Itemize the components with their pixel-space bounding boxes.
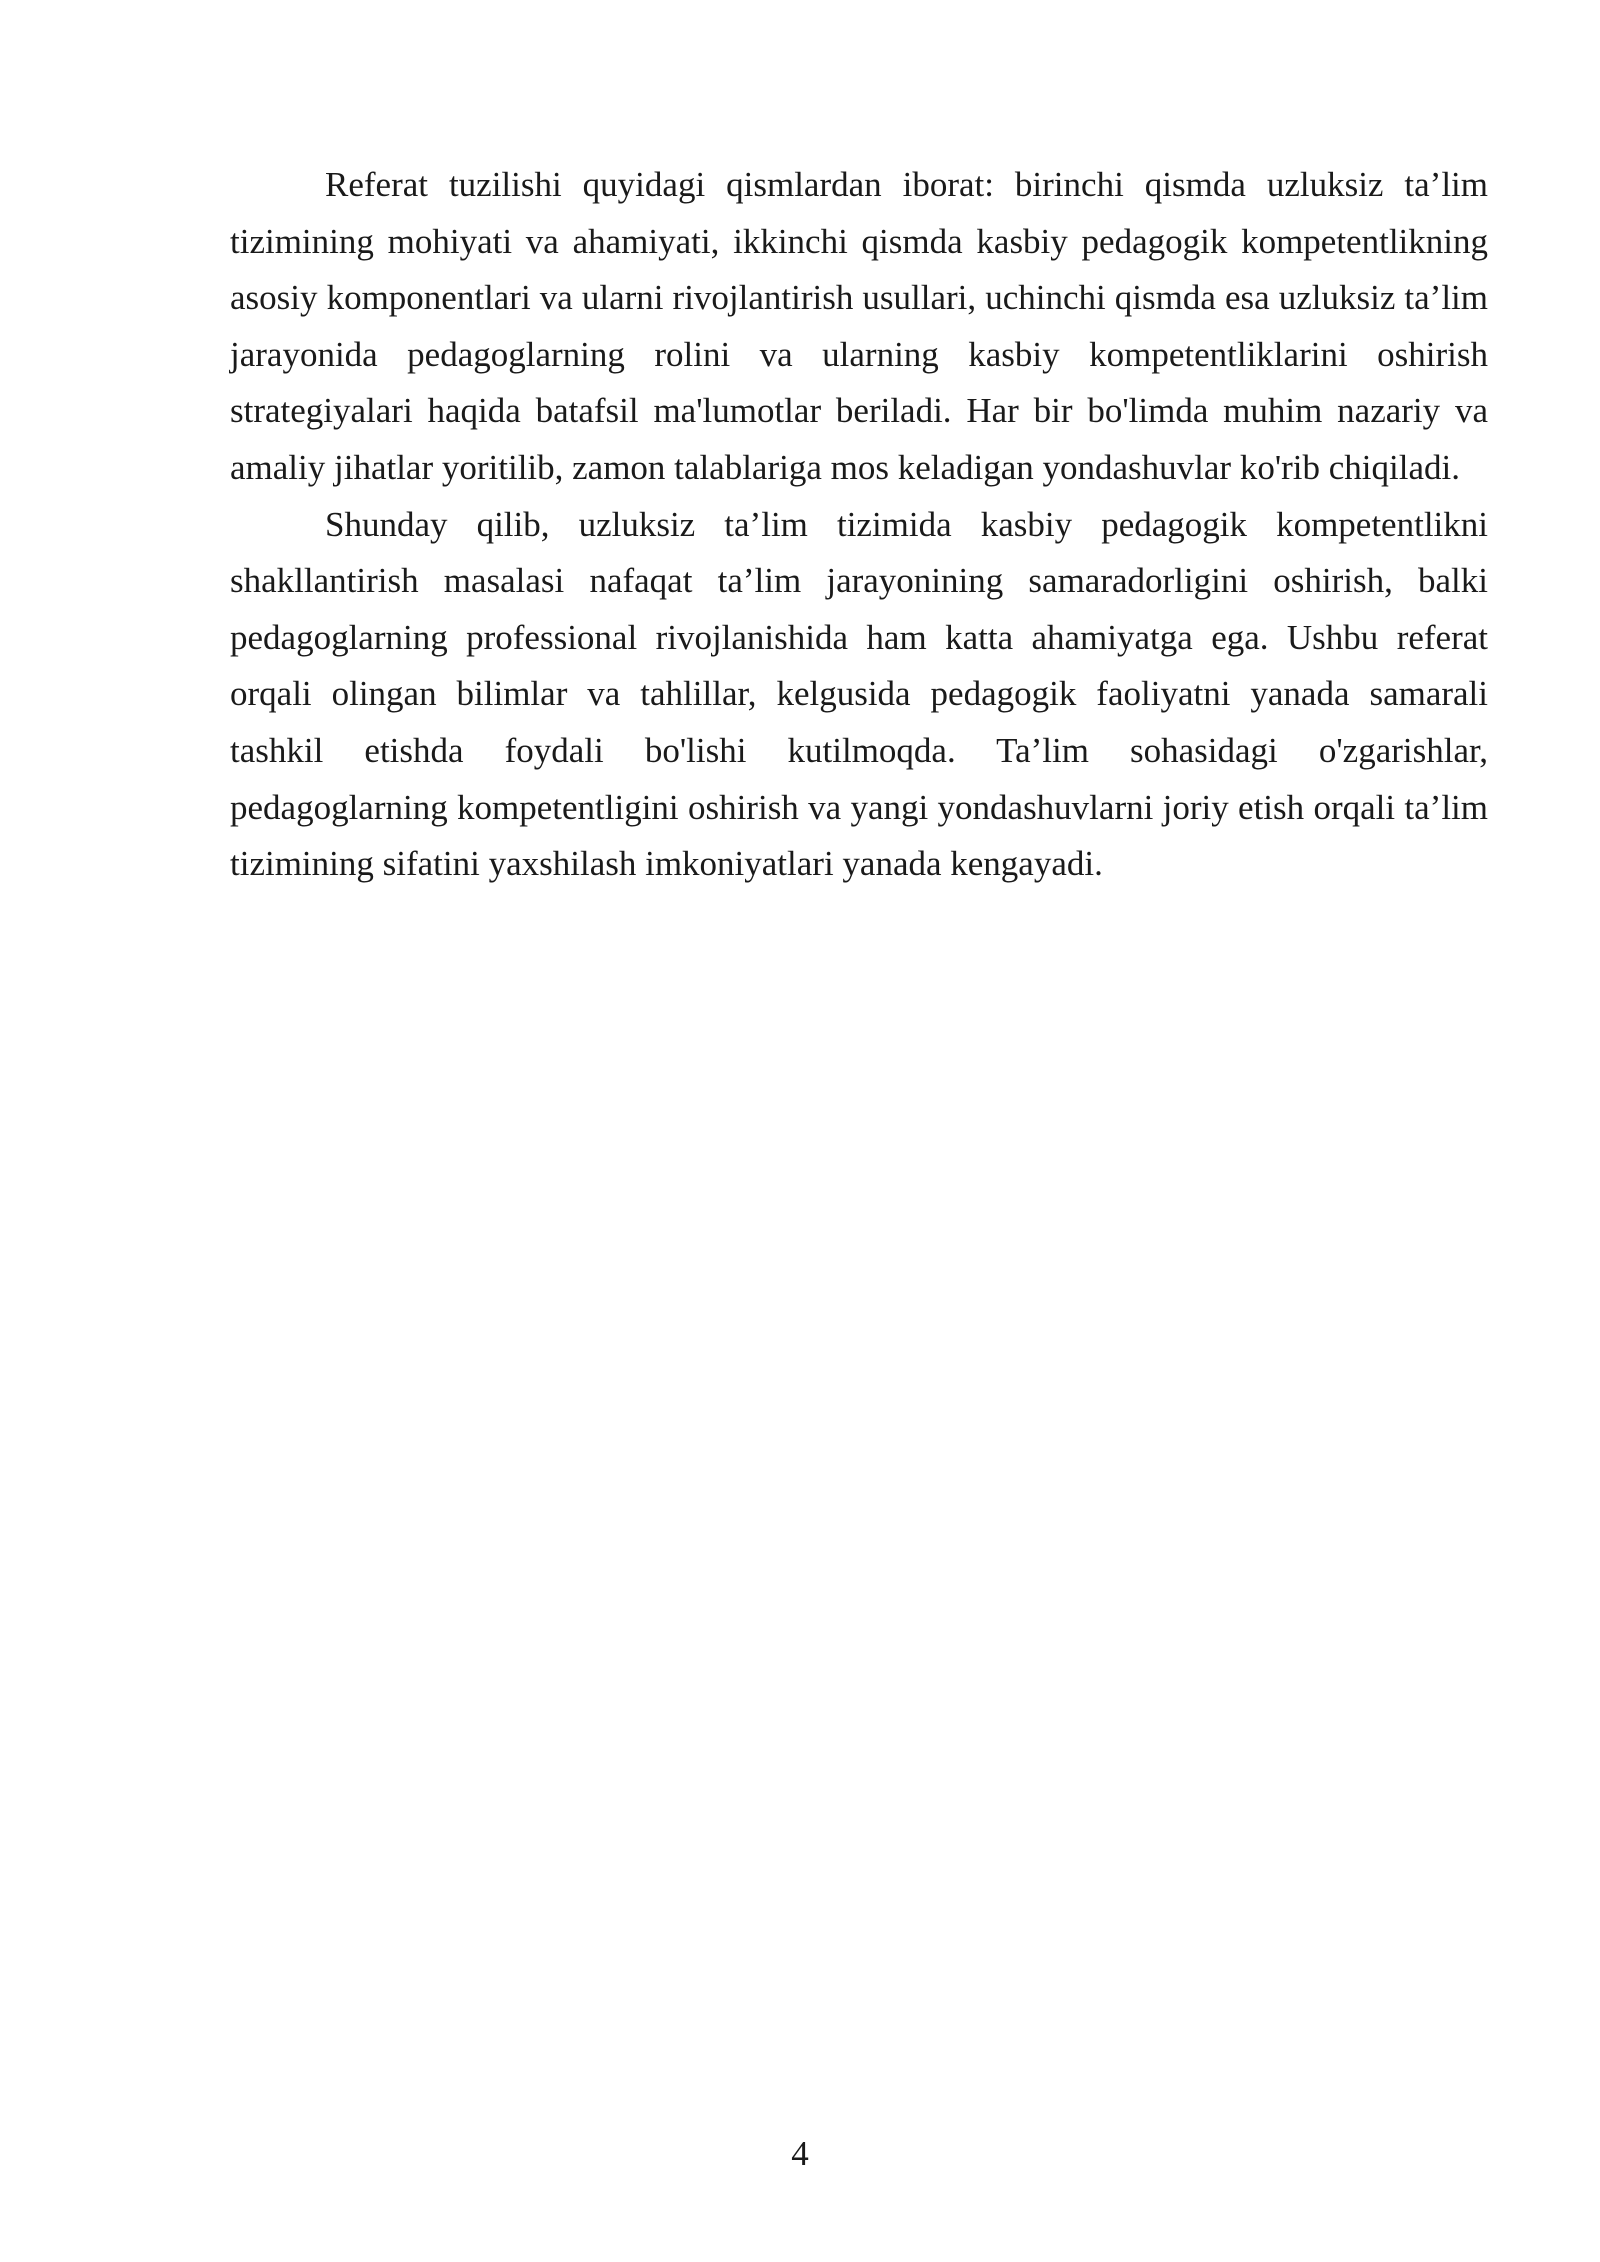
body-text: [230, 157, 1488, 893]
paragraph-conclusion: Shunday qilib, uzluksiz ta’lim tizimida kasbiy pedagogik kompetentlikni shakllantirish masalasi nafaqat ta’lim jarayonining samaradorligini oshirish, balki pedagoglarning professional rivojlanishida ham katta ahamiyatga ega. Ushbu referat orqali olingan bilimlar va tahlillar, kelgusida pedagogik faoliyatni yanada samarali tashkil etishda foydali bo'lishi kutilmoqda. Ta’lim sohasidagi o'zgarishlar, pedagoglarning kompetentligini oshirish va yangi yondashuvlarni joriy etish orqali ta’lim tizimining sifatini yaxshilash imkoniyatlari yanada kengayadi.: [230, 504, 1488, 884]
paragraph-structure: Referat tuzilishi quyidagi qismlardan iborat: birinchi qismda uzluksiz ta’lim tizimining mohiyati va ahamiyati, ikkinchi qismda kasbiy pedagogik kompetentlikning asosiy komponentlari va ularni rivojlantirish usullari, uchinchi qismda esa uzluksiz ta’lim jarayonida pedagoglarning rolini va ularning kasbiy kompetentliklarini oshirish strategiyalari haqida batafsil ma'lumotlar beriladi. Har bir bo'limda muhim nazariy va amaliy jihatlar yoritilib, zamon talablariga mos keladigan yondashuvlar ko'rib chiqiladi.: [230, 165, 1488, 487]
page-number: 4: [791, 2134, 809, 2173]
